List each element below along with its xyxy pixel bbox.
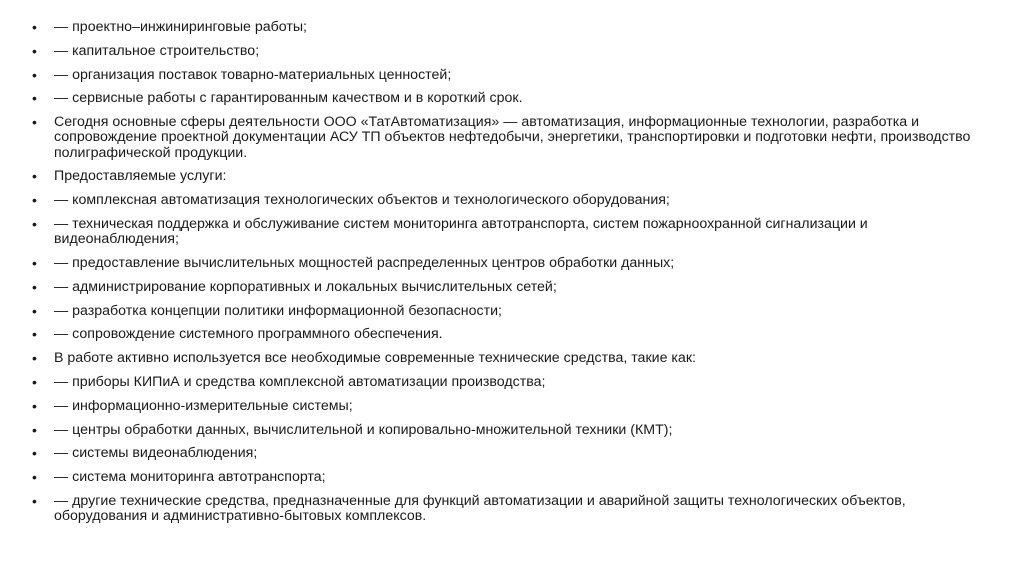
bullet-icon: • bbox=[32, 114, 37, 131]
list-item bbox=[32, 68, 996, 83]
list-item-text: — техническая поддержка и обслуживание систем мониторинга автотранспорта, систем пожарноохранной сигнализации и видеонаблюдения; bbox=[54, 215, 868, 248]
list-item-text: — сервисные работы с гарантированным качеством и в короткий срок. bbox=[54, 90, 523, 107]
bullet-icon: • bbox=[32, 421, 37, 438]
list-item-text: — проектно–инжиниринговые работы; bbox=[54, 19, 307, 35]
list-item-text: — предоставление вычислительных мощностей распределенных центров обработки данных; bbox=[54, 254, 675, 271]
list-item-text: — система мониторинга автотранспорта; bbox=[54, 469, 326, 486]
bullet-icon: • bbox=[32, 445, 37, 462]
list-item bbox=[32, 20, 996, 35]
bullet-icon: • bbox=[32, 350, 37, 367]
bullet-icon: • bbox=[32, 492, 37, 509]
list-item bbox=[32, 217, 996, 247]
list-item-text: — организация поставок товарно-материальных ценностей; bbox=[54, 66, 452, 83]
list-item bbox=[32, 169, 996, 184]
list-item-text: — капитальное строительство; bbox=[54, 42, 260, 59]
list-item-text: — администрирование корпоративных и локальных вычислительных сетей; bbox=[54, 278, 557, 295]
list-item bbox=[32, 494, 996, 524]
list-item bbox=[32, 399, 996, 414]
list-item-text: — системы видеонаблюдения; bbox=[54, 445, 258, 462]
list-item-text: — сопровождение системного программного обеспечения. bbox=[54, 326, 443, 343]
list-item bbox=[32, 470, 996, 485]
list-item-text: В работе активно используется все необходимые современные технические средства, такие как: bbox=[54, 350, 696, 367]
list-item bbox=[32, 327, 996, 342]
bullet-icon: • bbox=[32, 215, 37, 232]
bullet-icon: • bbox=[32, 397, 37, 414]
list-item bbox=[32, 193, 996, 208]
list-item-text: Сегодня основные сферы деятельности ООО «ТатАвтоматизация» — автоматизация, информационные технологии, разработка и сопровождение проектной документации АСУ ТП объектов нефтедобычи, энергетики, транспортировки и подготовки нефти, производство полиграфической продукции. bbox=[54, 114, 971, 161]
list-item bbox=[32, 446, 996, 461]
list-item bbox=[32, 280, 996, 295]
list-item-text: — разработка концепции политики информационной безопасности; bbox=[54, 302, 502, 319]
list-item-text: — приборы КИПиА и средства комплексной автоматизации производства; bbox=[54, 373, 546, 390]
bullet-icon: • bbox=[32, 254, 37, 271]
bullet-icon: • bbox=[32, 326, 37, 343]
list-item bbox=[32, 44, 996, 59]
bullet-icon: • bbox=[32, 90, 37, 107]
bullet-icon: • bbox=[32, 469, 37, 486]
list-item bbox=[32, 304, 996, 319]
list-item-text: — комплексная автоматизация технологических объектов и технологического оборудования; bbox=[54, 192, 670, 209]
list-item bbox=[32, 115, 996, 161]
list-item-text: — другие технические средства, предназначенные для функций автоматизации и аварийной защиты технологических объектов, оборудования и административно-бытовых комплексов. bbox=[54, 492, 906, 525]
bullet-icon: • bbox=[32, 278, 37, 295]
bullet-icon: • bbox=[32, 42, 37, 59]
bullet-icon: • bbox=[32, 168, 37, 185]
bullet-icon: • bbox=[32, 19, 37, 35]
bullet-list bbox=[32, 20, 996, 524]
list-item bbox=[32, 256, 996, 271]
list-item bbox=[32, 351, 996, 366]
bullet-icon: • bbox=[32, 192, 37, 209]
list-item bbox=[32, 375, 996, 390]
list-item-text: — информационно-измерительные системы; bbox=[54, 397, 353, 414]
list-item-text: Предоставляемые услуги: bbox=[54, 168, 227, 185]
bullet-icon: • bbox=[32, 302, 37, 319]
bullet-icon: • bbox=[32, 66, 37, 83]
bullet-icon: • bbox=[32, 373, 37, 390]
list-item-text: — центры обработки данных, вычислительной и копировально-множительной техники (КМТ); bbox=[54, 421, 673, 438]
list-item bbox=[32, 423, 996, 438]
list-item bbox=[32, 91, 996, 106]
